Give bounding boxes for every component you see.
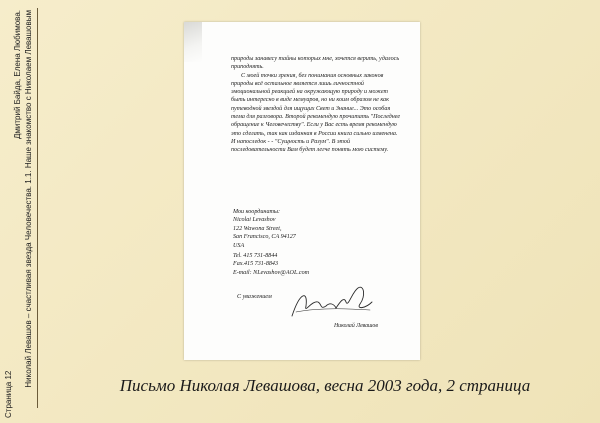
page-caption: Письмо Николая Левашова, весна 2003 года, 2 страница <box>119 376 531 395</box>
contact-fax: Fax.415 731-8843 <box>233 261 279 268</box>
authors-line: Дмитрий Байда, Елена Любимова. <box>13 10 22 140</box>
contact-city: San Francisco, CA 94127 <box>233 234 296 241</box>
handwritten-signature <box>286 282 376 322</box>
sidebar <box>0 0 44 423</box>
signer-name: Николай Левашов <box>334 323 378 329</box>
contact-street: 122 Wawona Street, <box>233 225 282 232</box>
letter-paragraph-1: природы занавесу тайны которых мне, хочется верить, удалось приподнять. <box>231 56 400 71</box>
letter-body <box>231 55 403 155</box>
contact-email: E-mail: NLevashov@AOL.com <box>233 269 310 276</box>
sidebar-divider <box>37 8 38 408</box>
regards-text: С уважением <box>237 294 272 300</box>
contact-block <box>233 208 383 277</box>
book-title-line: Николай Левашов – счастливая звезда Человечества. 1.1. Наше знакомство с Николаем Левашовым <box>24 10 33 388</box>
contact-tel: Tel. 415 731-8844 <box>233 253 278 260</box>
letter-paragraph-2: С моей точки зрения, без понимания основных законов природы всё остальное является лишь личностной эмоциональной реакцией на окружающую природу и может быть интересно в виде мемуаров, но ни коим образом не как путеводной звездой для ищущих Свет и Знание... Это особая тема для разговора. Второй рекомендую прочитать "Последнее обращение к Человечеству". Если у Вас есть время рекомендую это сделать, так как изданная в России книга сильно изменена. И напоследок - - "Сущность и Разум". В этой последовательности Вам будет легче понять мою систему. <box>231 72 401 154</box>
page-number: Страница 12 <box>4 370 13 418</box>
page-fold-shadow <box>184 22 202 62</box>
contact-name: Nicolai Levashov <box>233 217 276 224</box>
contact-country: USA <box>233 242 245 249</box>
contacts-heading: Мои координаты: <box>233 209 281 215</box>
